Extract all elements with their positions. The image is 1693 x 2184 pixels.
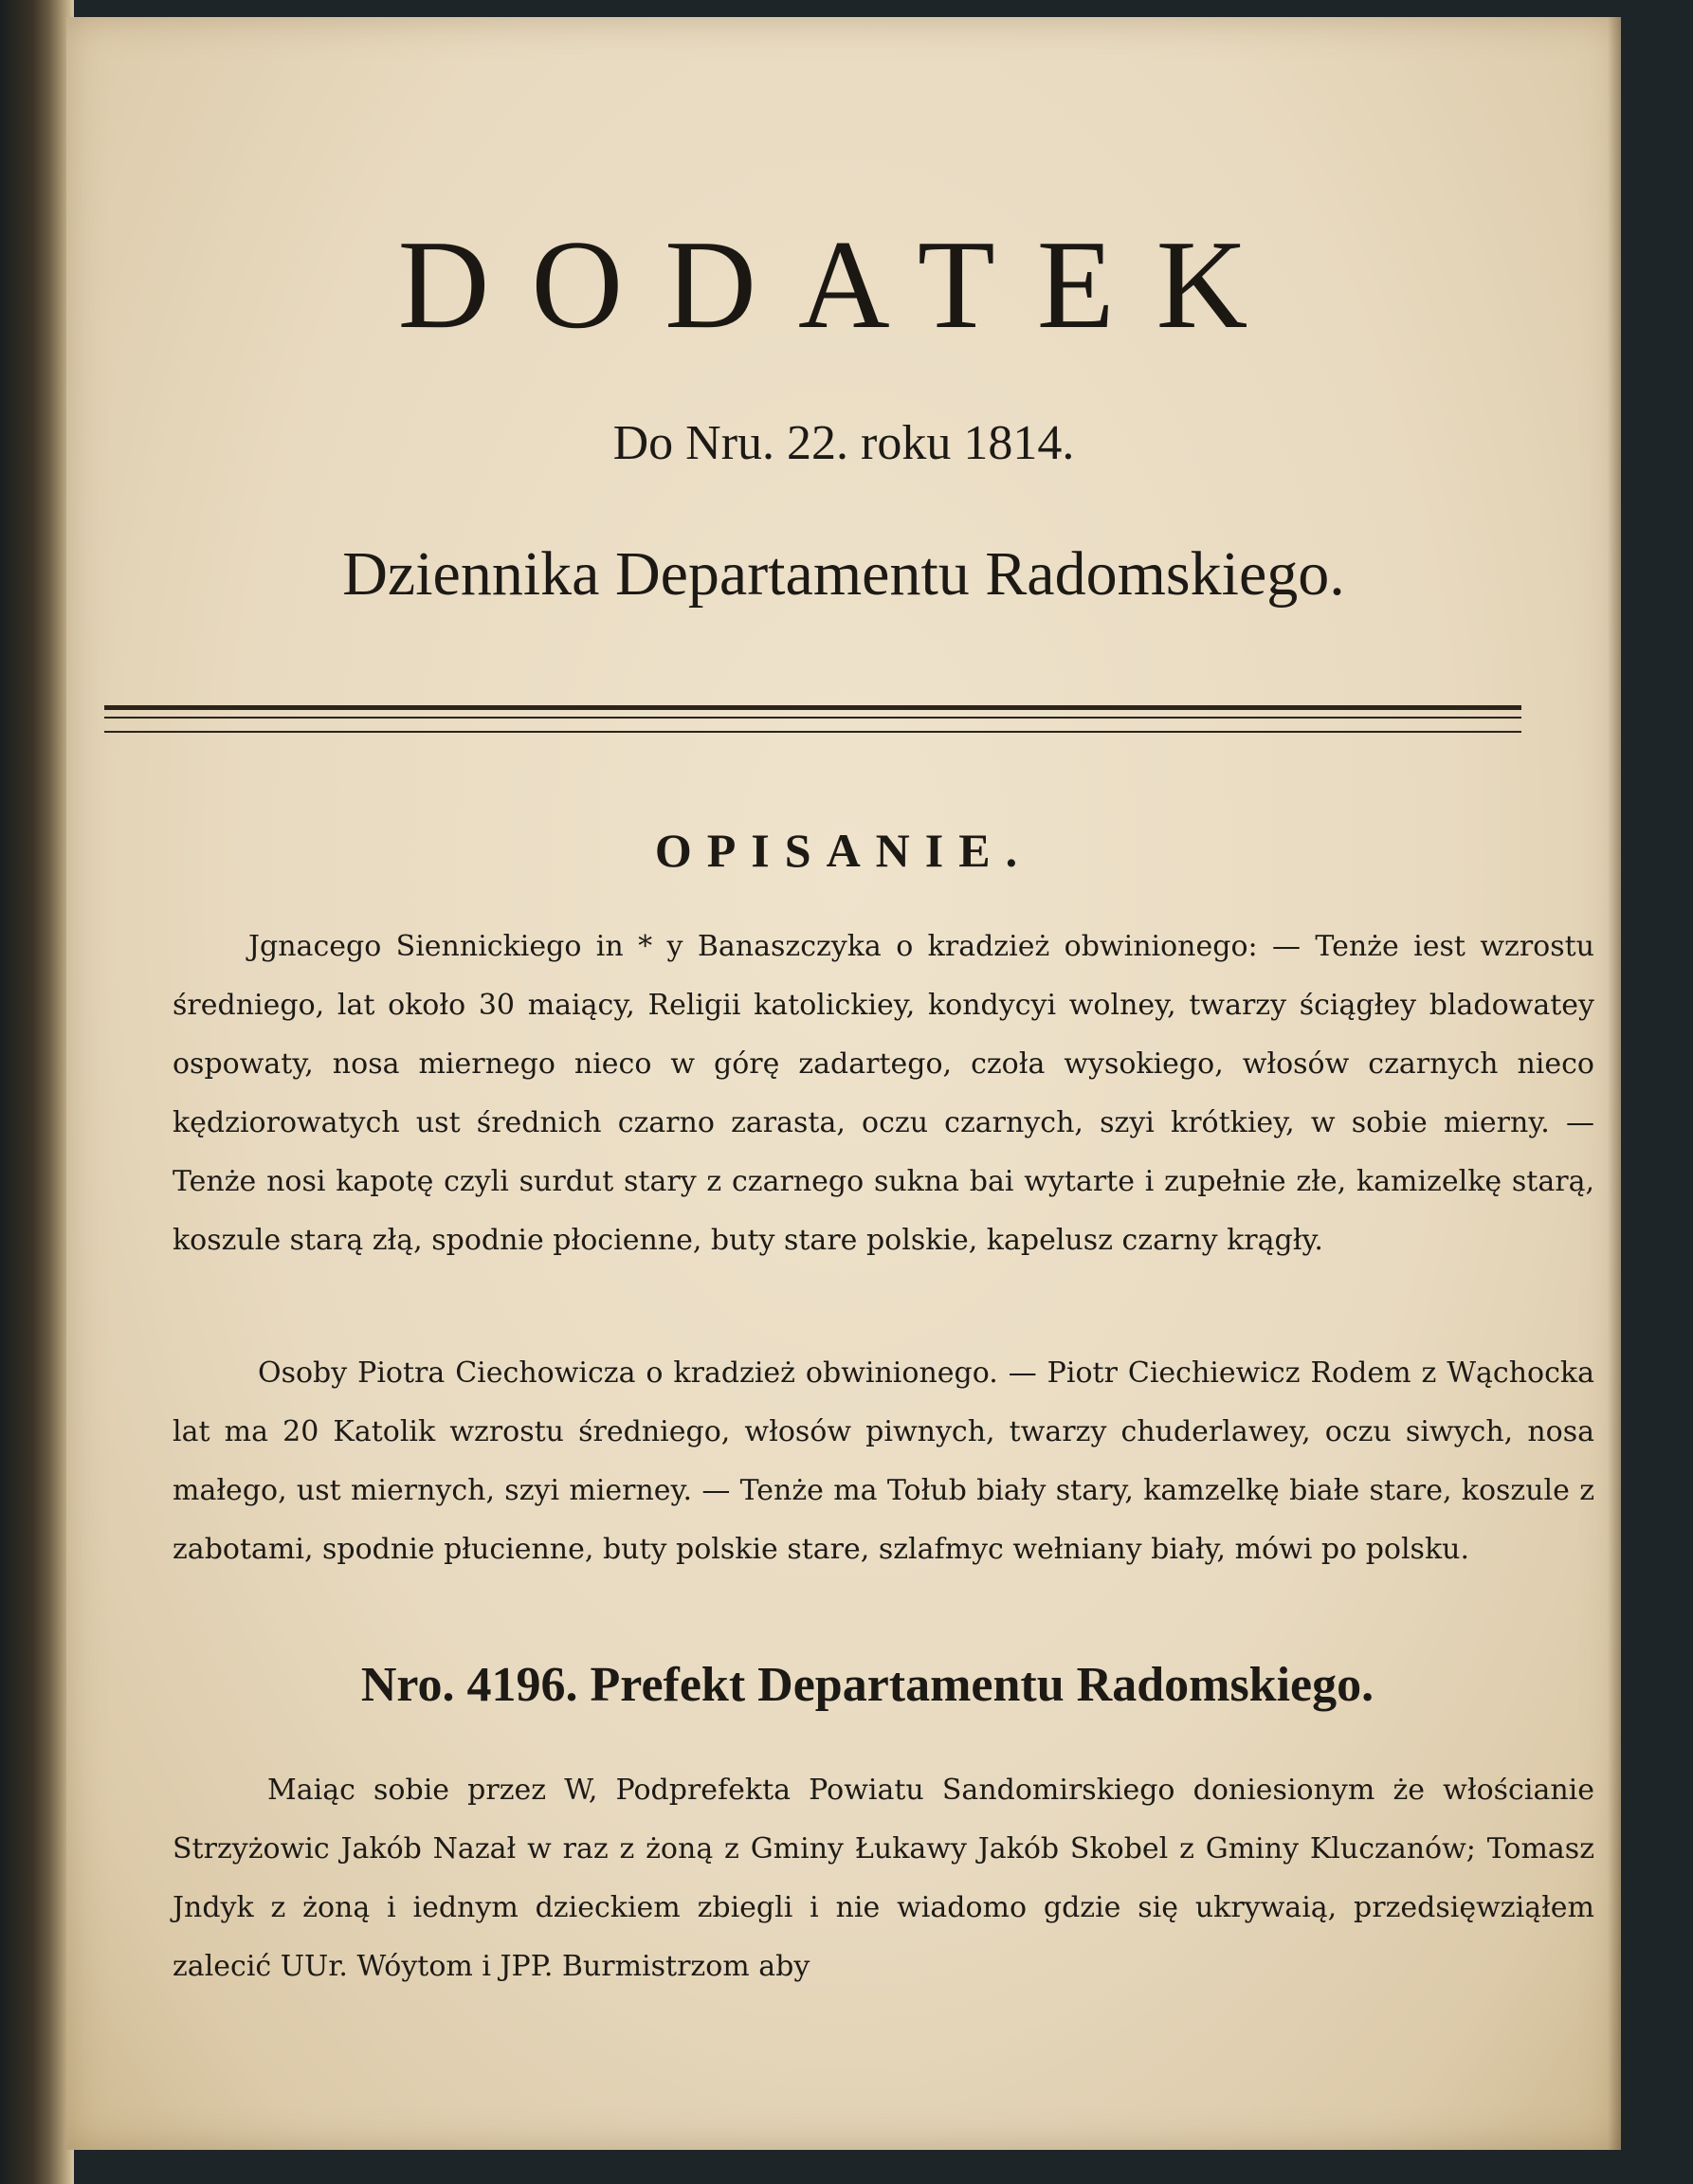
- book-binding: [0, 0, 74, 2184]
- double-rule-divider: [104, 705, 1521, 733]
- paragraph-ciechowicz: Osoby Piotra Ciechowicza o kradzież obwinionego. — Piotr Ciechiewicz Rodem z Wąchocka lat ma 20 Katolik wzrostu średniego, włosów piwnych, twarzy chuderlawey, oczu siwych, nosa małego, ust miernych, szyi mierney. — Tenże ma Tołub biały stary, kamzelkę białe stare, koszule z zabotami, spodnie płucienne, buty polskie stare, szlafmyc wełniany biały, mówi po polsku.: [173, 1356, 1594, 1566]
- paragraph-siennicki: Jgnacego Siennickiego in * y Banaszczyka o kradzież obwinionego: — Tenże iest wzrostu średniego, lat około 30 maiący, Religii katolickiey, kondycyi wolney, twarzy ściągłey bladowatey ospowaty, nosa miernego nieco w górę zadartego, czoła wysokiego, włosów czarnych nieco kędziorowatych ust średnich czarno zarasta, oczu czarnych, szyi krótkiey, w sobie mierny. — Tenże nosi kapotę czyli surdut stary z czarnego sukna bai wytarte i zupełnie złe, kamizelkę starą, koszule starą złą, spodnie płocienne, buty stare polskie, kapelusz czarny krągły.: [173, 930, 1594, 1257]
- document-title: DODATEK: [397, 214, 1290, 355]
- nro-heading: Nro. 4196. Prefekt Departamentu Radomskiego.: [360, 1658, 1374, 1712]
- paragraph-prefekt: Maiąc sobie przez W, Podprefekta Powiatu Sandomirskiego doniesionym że włościanie Strzyżowic Jakób Nazał w raz z żoną z Gminy Łukawy Jakób Skobel z Gminy Kluczanów; Tomasz Jndyk z żoną i iednym dzieckiem zbiegli i nie wiadomo gdzie się ukrywaią, przedsięwziąłem zalecić UUr. Wóytom i JPP. Burmistrzom aby: [173, 1774, 1594, 1983]
- document-page: [66, 17, 1621, 2150]
- journal-subtitle: Dziennika Departamentu Radomskiego.: [342, 539, 1345, 609]
- issue-subtitle: Do Nru. 22. roku 1814.: [612, 416, 1075, 470]
- section-heading: OPISANIE.: [654, 824, 1033, 877]
